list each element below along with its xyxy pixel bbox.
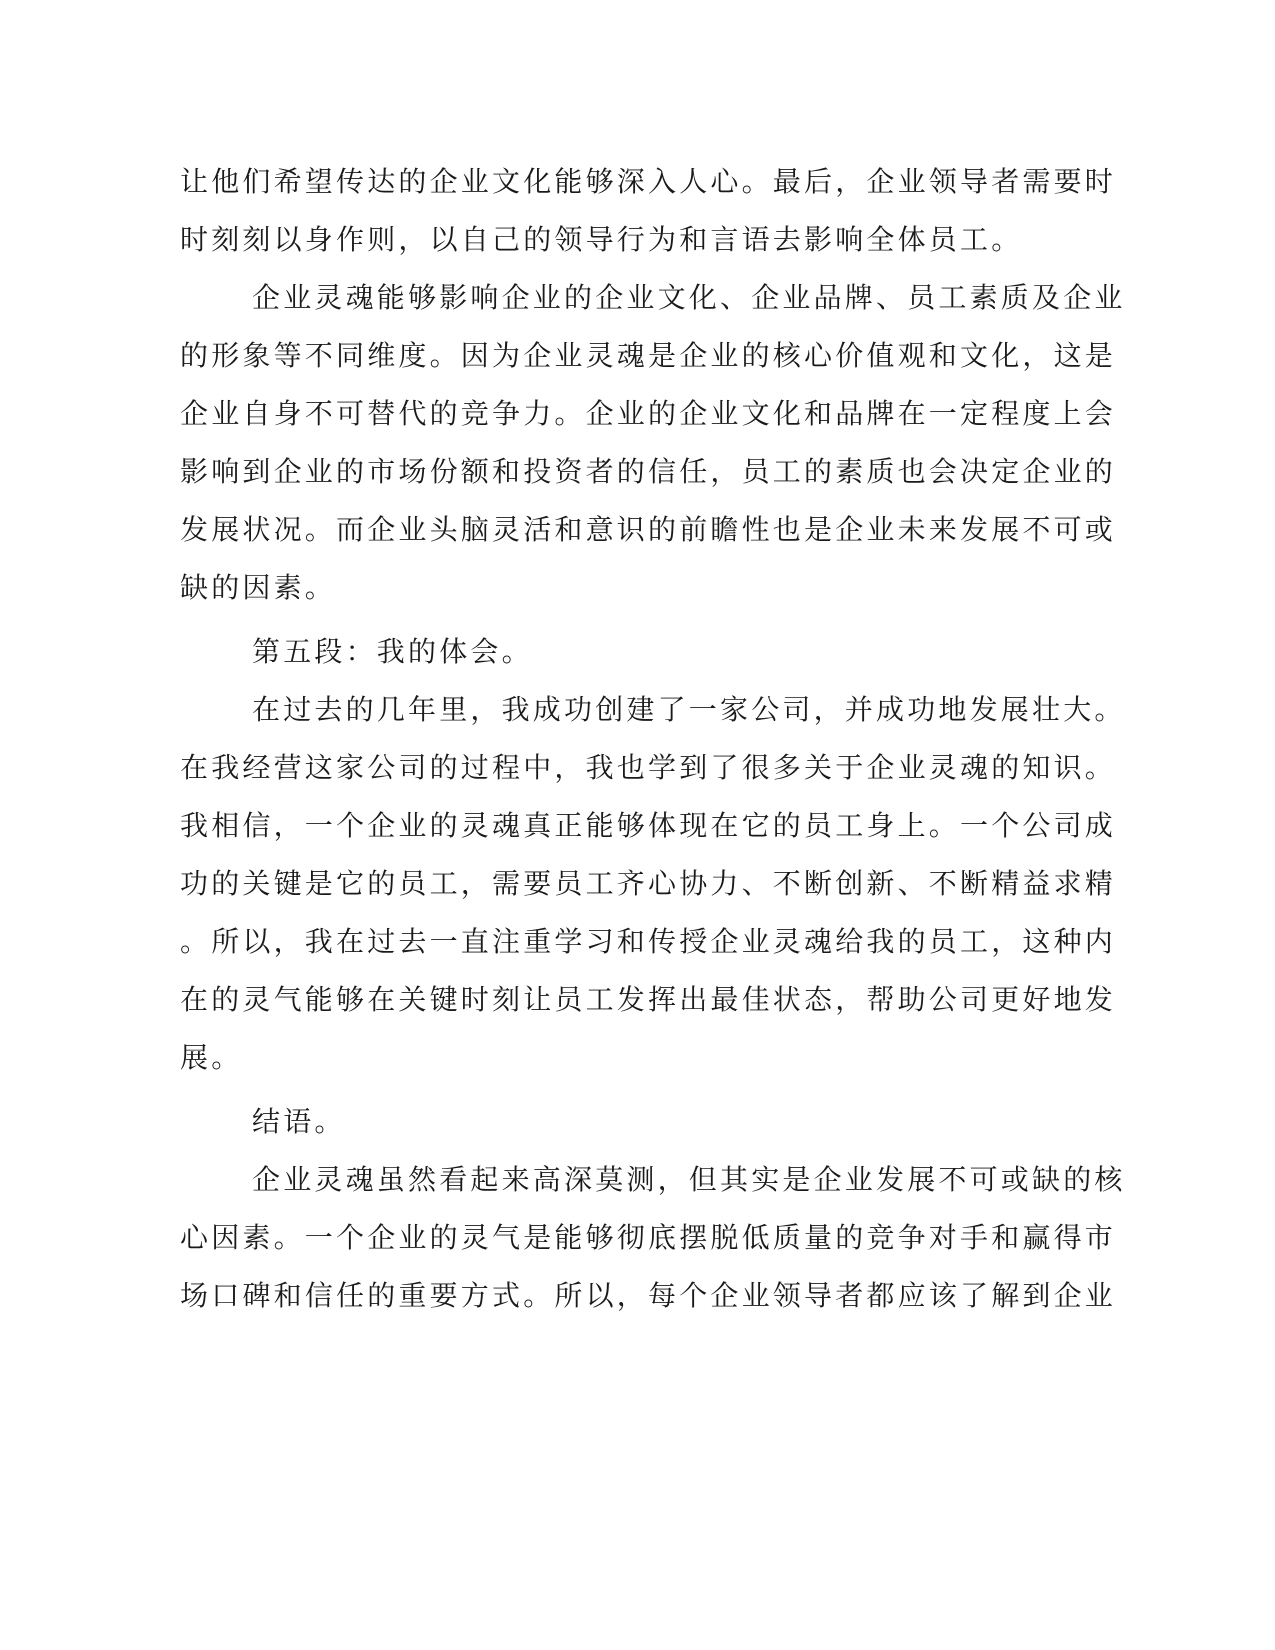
text-line: 让他们希望传达的企业文化能够深入人心。最后，企业领导者需要时 [180, 165, 1117, 198]
text-line: 展。 [180, 1041, 243, 1074]
text-line: 心因素。一个企业的灵气是能够彻底摆脱低质量的竞争对手和赢得市 [180, 1221, 1117, 1254]
text-line: 在的灵气能够在关键时刻让员工发挥出最佳状态，帮助公司更好地发 [180, 983, 1117, 1016]
text-line: 企业灵魂虽然看起来高深莫测，但其实是企业发展不可或缺的核 [252, 1163, 1126, 1196]
section-heading: 第五段：我的体会。 [252, 635, 533, 668]
text-line: 在我经营这家公司的过程中，我也学到了很多关于企业灵魂的知识。 [180, 751, 1117, 784]
section-heading: 结语。 [252, 1105, 346, 1138]
text-line: 发展状况。而企业头脑灵活和意识的前瞻性也是企业未来发展不可或 [180, 513, 1117, 546]
text-line: 。所以，我在过去一直注重学习和传授企业灵魂给我的员工，这种内 [180, 925, 1117, 958]
text-line: 在过去的几年里，我成功创建了一家公司，并成功地发展壮大。 [252, 693, 1126, 726]
text-line: 功的关键是它的员工，需要员工齐心协力、不断创新、不断精益求精 [180, 867, 1117, 900]
text-line: 时刻刻以身作则，以自己的领导行为和言语去影响全体员工。 [180, 223, 1023, 256]
text-line: 的形象等不同维度。因为企业灵魂是企业的核心价值观和文化，这是 [180, 339, 1117, 372]
text-line: 我相信，一个企业的灵魂真正能够体现在它的员工身上。一个公司成 [180, 809, 1117, 842]
text-line: 缺的因素。 [180, 571, 337, 604]
text-line: 企业自身不可替代的竞争力。企业的企业文化和品牌在一定程度上会 [180, 397, 1117, 430]
text-line: 企业灵魂能够影响企业的企业文化、企业品牌、员工素质及企业 [252, 281, 1126, 314]
text-line: 影响到企业的市场份额和投资者的信任，员工的素质也会决定企业的 [180, 455, 1117, 488]
text-line: 场口碑和信任的重要方式。所以，每个企业领导者都应该了解到企业 [180, 1279, 1117, 1312]
